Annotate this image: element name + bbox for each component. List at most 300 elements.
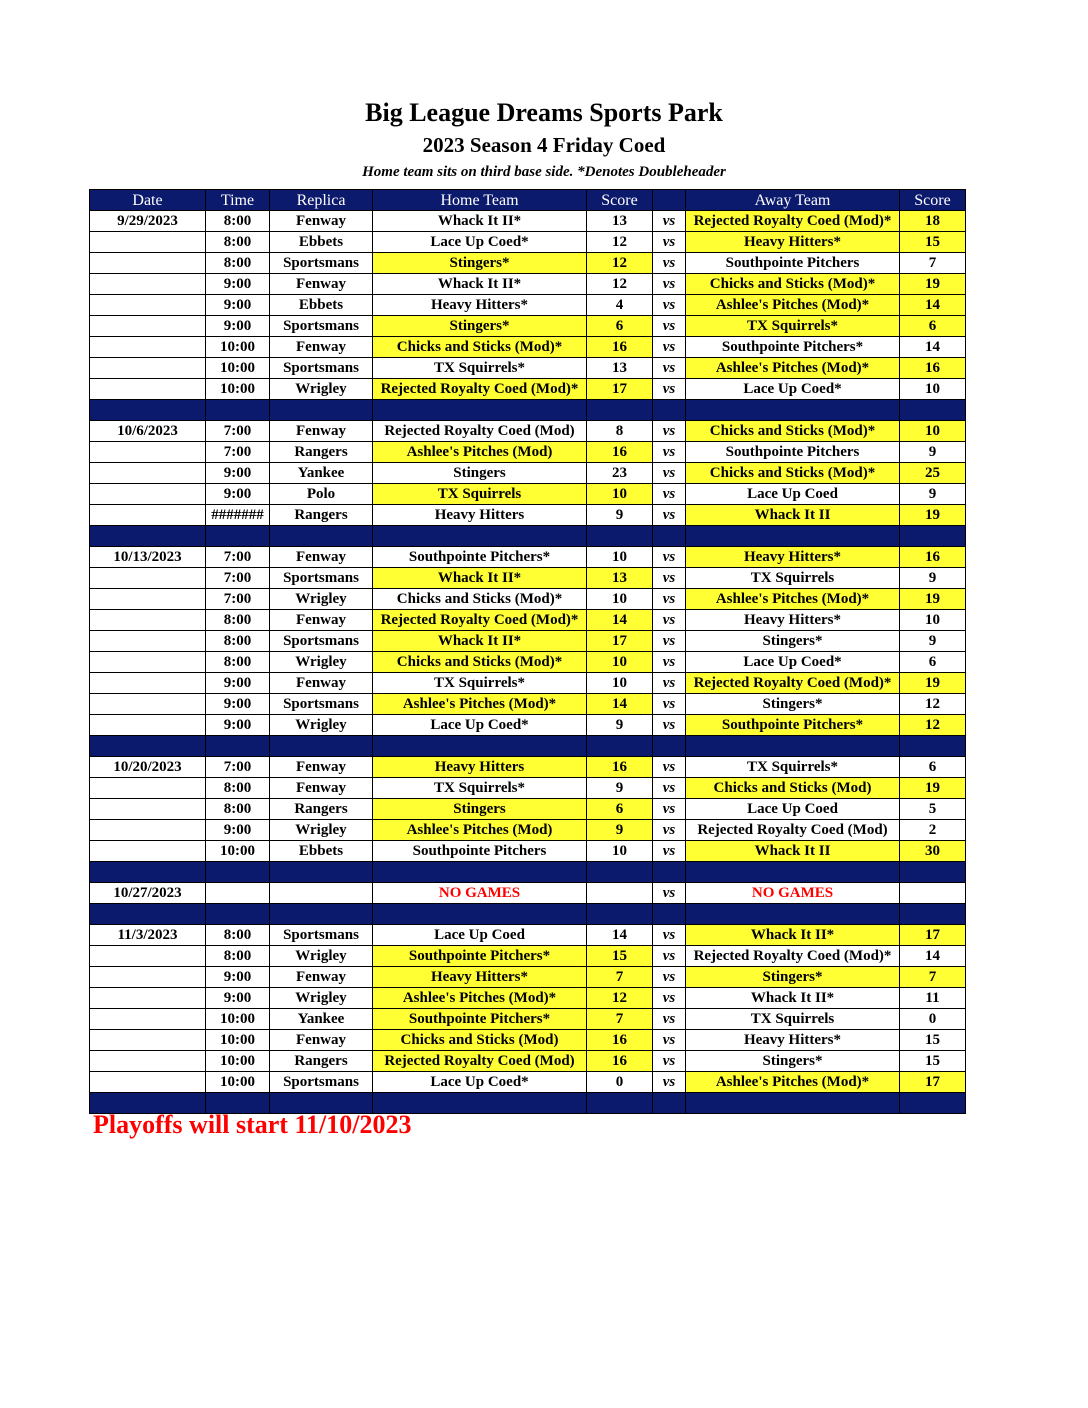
separator-cell [686,736,900,757]
game-time: 8:00 [206,610,270,631]
game-row [90,358,966,379]
home-score: 4 [587,295,653,316]
game-field [270,883,373,904]
home-team: Whack It II* [373,274,587,295]
game-field: Sportsmans [270,694,373,715]
home-team: TX Squirrels* [373,778,587,799]
game-time: 10:00 [206,1030,270,1051]
game-time: 9:00 [206,274,270,295]
game-date [90,253,206,274]
vs-label: vs [653,673,686,694]
vs-label: vs [653,1051,686,1072]
home-score: 17 [587,631,653,652]
away-score: 12 [900,715,966,736]
game-time: 9:00 [206,820,270,841]
home-score: 7 [587,1009,653,1030]
game-date [90,820,206,841]
home-team: Lace Up Coed* [373,1072,587,1093]
vs-label: vs [653,232,686,253]
game-time [206,883,270,904]
away-score: 14 [900,337,966,358]
away-team: Lace Up Coed [686,799,900,820]
vs-label: vs [653,778,686,799]
game-date [90,967,206,988]
away-score: 9 [900,631,966,652]
schedule-table [89,189,966,1114]
away-score: 15 [900,1051,966,1072]
game-date [90,379,206,400]
game-field: Sportsmans [270,1072,373,1093]
away-score: 19 [900,274,966,295]
away-team: Heavy Hitters* [686,232,900,253]
home-score: 15 [587,946,653,967]
away-score: 14 [900,295,966,316]
game-row [90,505,966,526]
separator-cell [653,904,686,925]
vs-label: vs [653,358,686,379]
schedule-body [90,211,966,1114]
game-field: Wrigley [270,589,373,610]
away-team: Whack It II* [686,925,900,946]
game-date [90,946,206,967]
home-score: 9 [587,505,653,526]
home-score: 13 [587,211,653,232]
away-team: Chicks and Sticks (Mod)* [686,274,900,295]
game-time: 10:00 [206,1009,270,1030]
vs-label: vs [653,841,686,862]
game-field: Wrigley [270,988,373,1009]
game-date [90,358,206,379]
separator-cell [206,862,270,883]
vs-label: vs [653,337,686,358]
away-team: TX Squirrels [686,1009,900,1030]
game-field: Fenway [270,673,373,694]
away-score: 9 [900,568,966,589]
away-team: Lace Up Coed [686,484,900,505]
away-team: Stingers* [686,1051,900,1072]
away-score: 17 [900,1072,966,1093]
away-team: Whack It II* [686,988,900,1009]
game-row [90,946,966,967]
vs-label: vs [653,1030,686,1051]
game-time: 7:00 [206,547,270,568]
separator-cell [900,526,966,547]
away-team: Southpointe Pitchers [686,442,900,463]
home-team: TX Squirrels [373,484,587,505]
home-team: Heavy Hitters [373,505,587,526]
home-score: 10 [587,589,653,610]
game-row [90,568,966,589]
game-row [90,232,966,253]
game-row [90,715,966,736]
vs-label: vs [653,631,686,652]
home-score: 8 [587,421,653,442]
game-field: Wrigley [270,715,373,736]
separator-cell [686,904,900,925]
vs-label: vs [653,547,686,568]
game-time: 9:00 [206,484,270,505]
game-time: 7:00 [206,421,270,442]
home-score: 6 [587,316,653,337]
game-field: Rangers [270,799,373,820]
home-team: Ashlee's Pitches (Mod) [373,820,587,841]
home-team: Lace Up Coed* [373,715,587,736]
game-field: Wrigley [270,379,373,400]
vs-label: vs [653,274,686,295]
vs-label: vs [653,652,686,673]
away-score: 17 [900,925,966,946]
home-score: 16 [587,442,653,463]
home-score: 9 [587,715,653,736]
game-time: 8:00 [206,631,270,652]
home-team: Whack It II* [373,568,587,589]
away-score [900,883,966,904]
game-field: Wrigley [270,946,373,967]
game-row [90,295,966,316]
home-score: 12 [587,232,653,253]
game-row [90,799,966,820]
home-score: 23 [587,463,653,484]
separator-cell [90,400,206,421]
game-date [90,988,206,1009]
separator-cell [206,904,270,925]
away-team: Rejected Royalty Coed (Mod)* [686,211,900,232]
game-field: Fenway [270,421,373,442]
game-time: 9:00 [206,715,270,736]
game-row [90,820,966,841]
game-row [90,1072,966,1093]
game-field: Sportsmans [270,631,373,652]
vs-label: vs [653,1009,686,1030]
home-score: 14 [587,610,653,631]
game-field: Fenway [270,1030,373,1051]
game-field: Fenway [270,337,373,358]
header-away-score: Score [900,190,966,211]
separator-cell [900,1093,966,1114]
home-team: Southpointe Pitchers* [373,946,587,967]
page-title: Big League Dreams Sports Park [365,98,723,127]
header-vs [653,190,686,211]
away-team: Rejected Royalty Coed (Mod)* [686,673,900,694]
game-date [90,1030,206,1051]
separator-cell [686,400,900,421]
game-time: 9:00 [206,988,270,1009]
game-row [90,778,966,799]
game-time: 10:00 [206,841,270,862]
game-date [90,610,206,631]
header-home-score: Score [587,190,653,211]
home-score: 6 [587,799,653,820]
away-score: 14 [900,946,966,967]
header-time: Time [206,190,270,211]
away-team: Stingers* [686,967,900,988]
game-date [90,631,206,652]
away-team: TX Squirrels* [686,316,900,337]
game-row [90,757,966,778]
away-score: 15 [900,232,966,253]
away-score: 6 [900,757,966,778]
away-team: Stingers* [686,631,900,652]
game-time: 10:00 [206,337,270,358]
away-team: Heavy Hitters* [686,547,900,568]
game-date [90,484,206,505]
home-score: 10 [587,484,653,505]
home-score: 13 [587,358,653,379]
away-score: 7 [900,967,966,988]
game-time: 8:00 [206,652,270,673]
game-time: 7:00 [206,568,270,589]
separator-cell [587,400,653,421]
home-team: Whack It II* [373,211,587,232]
home-team: TX Squirrels* [373,358,587,379]
week-separator [90,736,966,757]
game-field: Sportsmans [270,358,373,379]
week-separator [90,400,966,421]
home-team: Whack It II* [373,631,587,652]
game-date [90,799,206,820]
vs-label: vs [653,946,686,967]
away-team: Heavy Hitters* [686,610,900,631]
away-score: 19 [900,589,966,610]
home-score: 16 [587,337,653,358]
home-team: TX Squirrels* [373,673,587,694]
game-date: 10/27/2023 [90,883,206,904]
separator-cell [686,526,900,547]
home-score: 13 [587,568,653,589]
away-team: Southpointe Pitchers* [686,337,900,358]
home-score: 9 [587,820,653,841]
game-row [90,925,966,946]
away-score: 25 [900,463,966,484]
header-home-team: Home Team [373,190,587,211]
home-team: Rejected Royalty Coed (Mod)* [373,379,587,400]
vs-label: vs [653,757,686,778]
game-time: 8:00 [206,253,270,274]
vs-label: vs [653,442,686,463]
game-row [90,316,966,337]
schedule-note: Home team sits on third base side. *Denotes Doubleheader [362,164,726,180]
game-field: Rangers [270,1051,373,1072]
game-date [90,652,206,673]
game-date [90,778,206,799]
away-score: 6 [900,316,966,337]
away-score: 10 [900,421,966,442]
game-time: ####### [206,505,270,526]
game-row [90,694,966,715]
away-score: 16 [900,358,966,379]
home-team: Heavy Hitters [373,757,587,778]
game-time: 8:00 [206,925,270,946]
separator-cell [90,526,206,547]
game-field: Sportsmans [270,253,373,274]
game-row [90,442,966,463]
game-field: Fenway [270,211,373,232]
game-row [90,274,966,295]
week-separator [90,526,966,547]
vs-label: vs [653,505,686,526]
vs-label: vs [653,967,686,988]
game-field: Fenway [270,967,373,988]
game-row [90,673,966,694]
home-team: Southpointe Pitchers* [373,1009,587,1030]
away-score: 18 [900,211,966,232]
away-team: Chicks and Sticks (Mod)* [686,421,900,442]
separator-cell [900,736,966,757]
game-date [90,232,206,253]
home-team: Southpointe Pitchers [373,841,587,862]
home-team: Lace Up Coed [373,925,587,946]
game-date [90,1009,206,1030]
game-date: 10/20/2023 [90,757,206,778]
game-field: Polo [270,484,373,505]
away-score: 2 [900,820,966,841]
separator-cell [686,862,900,883]
header-replica: Replica [270,190,373,211]
game-date [90,1051,206,1072]
away-score: 19 [900,673,966,694]
away-team: Chicks and Sticks (Mod)* [686,463,900,484]
home-team: Stingers* [373,253,587,274]
separator-cell [270,526,373,547]
game-date [90,274,206,295]
game-date: 9/29/2023 [90,211,206,232]
header-away-team: Away Team [686,190,900,211]
game-field: Yankee [270,1009,373,1030]
home-score: 12 [587,274,653,295]
vs-label: vs [653,799,686,820]
home-score: 10 [587,547,653,568]
game-date [90,841,206,862]
vs-label: vs [653,295,686,316]
away-score: 7 [900,253,966,274]
home-team: Stingers [373,463,587,484]
game-field: Ebbets [270,841,373,862]
vs-label: vs [653,568,686,589]
home-score: 12 [587,253,653,274]
home-score: 17 [587,379,653,400]
away-score: 16 [900,547,966,568]
home-score: 10 [587,652,653,673]
game-time: 8:00 [206,946,270,967]
away-team: Ashlee's Pitches (Mod)* [686,295,900,316]
page-subtitle: 2023 Season 4 Friday Coed [422,133,666,157]
home-score: 10 [587,673,653,694]
game-time: 10:00 [206,358,270,379]
game-time: 9:00 [206,316,270,337]
game-time: 10:00 [206,379,270,400]
game-time: 7:00 [206,442,270,463]
separator-cell [373,904,587,925]
separator-cell [373,526,587,547]
vs-label: vs [653,694,686,715]
game-field: Fenway [270,757,373,778]
away-team: Heavy Hitters* [686,1030,900,1051]
vs-label: vs [653,589,686,610]
away-team: Whack It II [686,505,900,526]
game-field: Sportsmans [270,316,373,337]
game-time: 7:00 [206,589,270,610]
game-date [90,589,206,610]
game-date: 10/6/2023 [90,421,206,442]
game-date [90,337,206,358]
vs-label: vs [653,715,686,736]
home-score: 7 [587,967,653,988]
game-row [90,610,966,631]
away-team: TX Squirrels [686,568,900,589]
game-date [90,715,206,736]
vs-label: vs [653,379,686,400]
game-date [90,505,206,526]
game-row [90,337,966,358]
game-field: Wrigley [270,652,373,673]
home-team: Chicks and Sticks (Mod)* [373,652,587,673]
vs-label: vs [653,820,686,841]
game-time: 9:00 [206,673,270,694]
away-team: Ashlee's Pitches (Mod)* [686,358,900,379]
away-score: 10 [900,610,966,631]
home-score: 16 [587,1030,653,1051]
separator-cell [270,400,373,421]
separator-cell [686,1093,900,1114]
vs-label: vs [653,484,686,505]
away-team: Rejected Royalty Coed (Mod)* [686,946,900,967]
game-row [90,967,966,988]
game-field: Fenway [270,610,373,631]
game-row [90,379,966,400]
game-row [90,631,966,652]
separator-cell [90,904,206,925]
game-field: Rangers [270,442,373,463]
home-team-no-games: NO GAMES [373,883,587,904]
away-team: Chicks and Sticks (Mod) [686,778,900,799]
game-time: 7:00 [206,757,270,778]
game-date [90,568,206,589]
home-team: Lace Up Coed* [373,232,587,253]
vs-label: vs [653,1072,686,1093]
home-score [587,883,653,904]
game-time: 9:00 [206,694,270,715]
game-field: Yankee [270,463,373,484]
home-team: Ashlee's Pitches (Mod)* [373,694,587,715]
separator-cell [900,862,966,883]
away-team: Lace Up Coed* [686,379,900,400]
away-team: Whack It II [686,841,900,862]
playoffs-notice: Playoffs will start 11/10/2023 [93,1110,412,1139]
away-score: 15 [900,1030,966,1051]
separator-cell [373,736,587,757]
vs-label: vs [653,883,686,904]
away-score: 30 [900,841,966,862]
game-row [90,1051,966,1072]
game-field: Fenway [270,778,373,799]
away-team: Southpointe Pitchers* [686,715,900,736]
away-score: 11 [900,988,966,1009]
vs-label: vs [653,421,686,442]
away-score: 5 [900,799,966,820]
away-score: 19 [900,505,966,526]
home-team: Southpointe Pitchers* [373,547,587,568]
away-team: TX Squirrels* [686,757,900,778]
away-score: 9 [900,484,966,505]
game-row [90,1030,966,1051]
game-row [90,547,966,568]
separator-cell [206,526,270,547]
away-score: 10 [900,379,966,400]
game-field: Ebbets [270,295,373,316]
away-team: Lace Up Coed* [686,652,900,673]
home-score: 12 [587,988,653,1009]
game-time: 10:00 [206,1072,270,1093]
